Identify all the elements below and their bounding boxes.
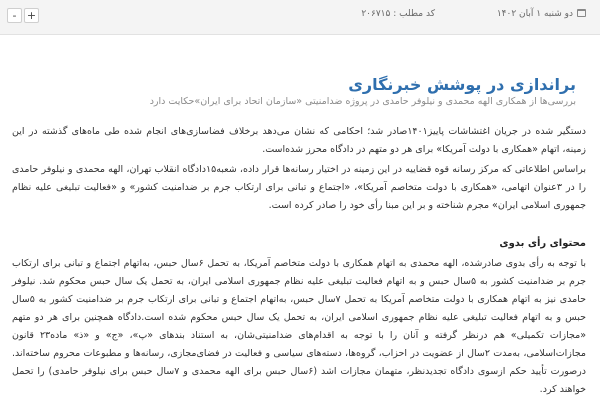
calendar-icon xyxy=(577,9,586,17)
article-paragraph: دستگیر شده در جریان اغتشاشات پاییز۱۴۰۱صادر شد؛ احکامی که نشان می‌دهد برخلاف فضاسازی‌های انجام شده طی ماه‌های گذشته در این زمینه، اتهام «همکاری با دولت آمریکا» برای هر دو متهم در دادگاه محرز شده‌است. xyxy=(12,126,586,155)
article-title: براندازی در پوشش خبرنگاری xyxy=(348,74,576,94)
publish-date xyxy=(497,9,586,19)
article-code: کد مطلب : ۲۰۶۷۱۵ xyxy=(361,9,435,19)
publish-date-text: دو شنبه ۱ آبان ۱۴۰۲ xyxy=(496,9,573,19)
section-heading: محتوای رأی بدوی xyxy=(499,238,586,249)
article-paragraph: براساس اطلاعاتی که مرکز رسانه قوه قضاییه در این زمینه در اختیار رسانه‌ها قرار داده، شعبه۱۵دادگاه انقلاب تهران، الهه محمدی و نیلوفر حامدی را در ۳عنوان اتهامی، «همکاری با دولت متخاصم آمریکا»، «اجتماع و تبانی برای ارتکاب جرم بر ضدامنیت کشور» و «فعالیت تبلیغی علیه نظام جمهوری اسلامی ایران» مجرم شناخته و بر این مبنا رأی خود را صادر کرده است. xyxy=(12,164,587,211)
article-meta-bar xyxy=(0,0,600,35)
article-subtitle: بررسی‌ها از همکاری الهه محمدی و نیلوفر حامدی در پروژه ضدامنیتی «سازمان اتحاد برای ایران»حکایت دارد xyxy=(149,96,576,107)
article-paragraph: با توجه به رأی بدوی صادرشده، الهه محمدی به اتهام همکاری با دولت متخاصم آمریکا، به تحمل ۶سال حبس، به‌اتهام اجتماع و تبانی برای ارتکاب جرم بر ضدامنیت کشور به ۵سال حبس و به اتهام فعالیت تبلیغی علیه نظام جمهوری اسلامی ایران، به تحمل یک سال حبس محکوم شد. نیلوفر حامدی نیز به اتهام همکاری با دولت متخاصم آمریکا به تحمل ۷سال حبس، به‌اتهام اجتماع و تبانی برای ارتکاب جرم بر ضدامنیت کشور به ۵سال حبس و به اتهام فعالیت تبلیغی علیه نظام جمهوری اسلامی ایران، به تحمل یک سال حبس محکوم شده است.دادگاه همچنین برای هر دو متهم «مجازات تکمیلی» هم درنظر گرفته و آنان را با توجه به اقدام‌های ضدامنیتی‌شان، به استناد بندهای «پ»، «ج» و «ذ» ماده۲۳ قانون مجازات‌اسلامی، به‌مدت ۲سال از عضویت در احزاب، گروه‌ها، دسته‌های سیاسی و فعالیت در فضای‌مجازی، رسانه‌ها و مطبوعات محروم ساخته‌اند. درصورت تأیید حکم ازسوی دادگاه تجدیدنظر، متهمان مجازات اشد (۶سال حبس برای الهه محمدی و ۷سال حبس برای نیلوفر حامدی) را تحمل خواهند کرد. xyxy=(12,258,587,395)
font-increase-button[interactable]: + xyxy=(24,8,39,23)
font-decrease-button[interactable]: - xyxy=(7,8,22,23)
